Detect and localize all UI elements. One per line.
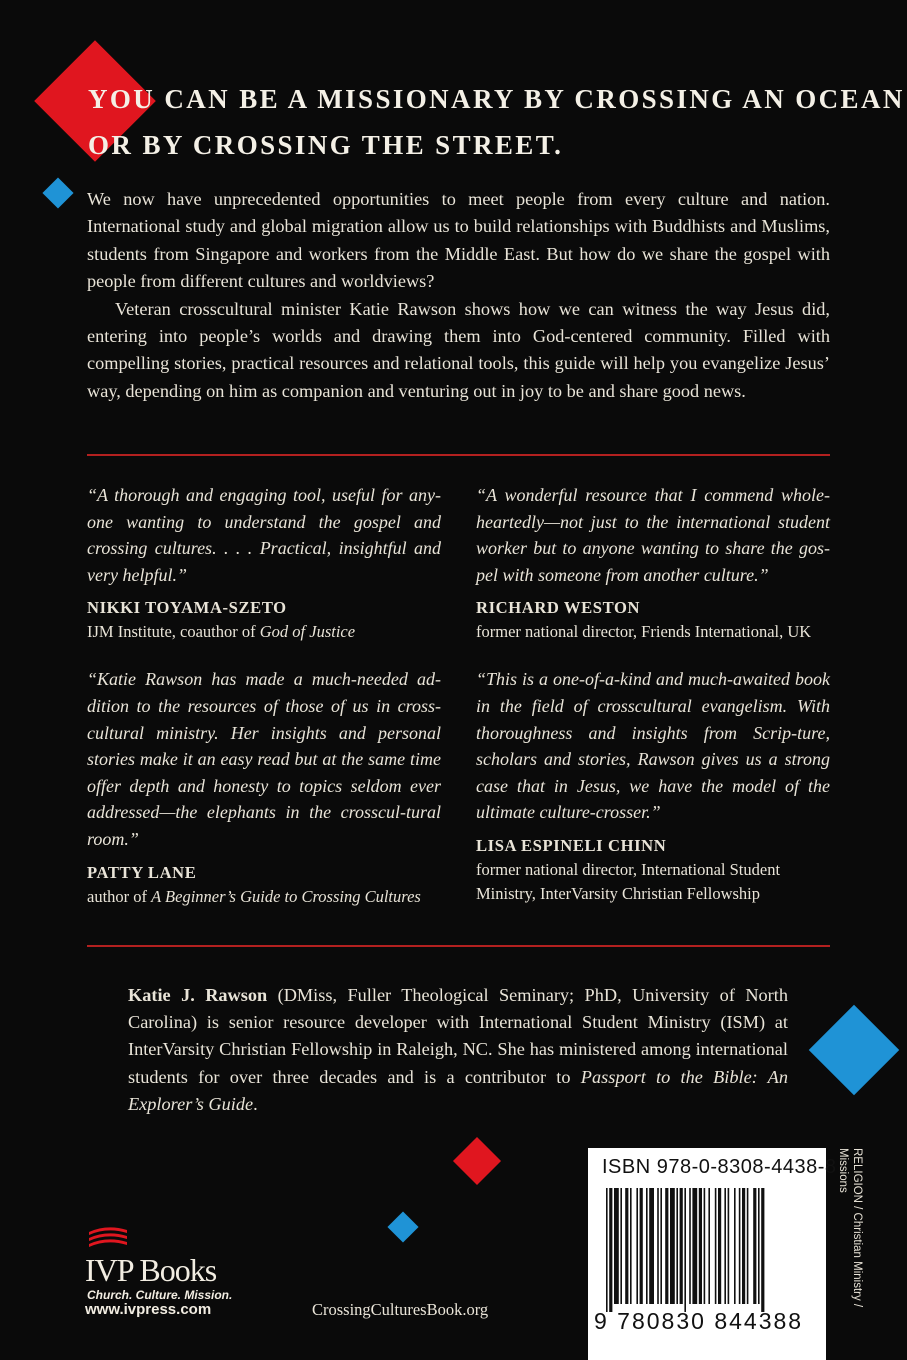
bio-end: .	[253, 1093, 258, 1114]
red-diamond-bottom	[453, 1137, 501, 1185]
author-name: Katie J. Rawson	[128, 985, 268, 1005]
blue-diamond-small-left	[42, 177, 73, 208]
affiliation-text: author of	[87, 886, 152, 906]
bio-text: (DMiss, Fuller Theological Seminary; PhD, University of North Carolina) is senior resource developer with International Student Ministry (ISM) at InterVarsity Christian Fellowship in Raleigh, NC. She has ministered among international students for over three decades and is a contributor to	[128, 985, 788, 1087]
endorser-name: LISA ESPINELI CHINN	[476, 835, 667, 855]
endorsement-quote: “Katie Rawson has made a much-needed ad-dition to the resources of those of us in cross-cultural ministry. Her insights and personal stories make it an easy read but at the same time offer depth and honesty to topics seldom ever addressed—the elephants in the crosscul-tural room.”	[87, 669, 441, 849]
endorsements-left-column	[87, 482, 441, 909]
affiliation-book-title: A Beginner’s Guide to Crossing Cultures	[151, 886, 421, 906]
endorser-name: PATTY LANE	[87, 862, 197, 882]
category-label	[836, 1148, 868, 1358]
book-website: CrossingCulturesBook.org	[312, 1300, 489, 1319]
publisher-tagline: Church. Culture. Mission.	[87, 1288, 233, 1302]
bio-book-title: Passport to the Bible: An Explorer’s Guide	[128, 1066, 788, 1114]
ivp-logo-mark	[87, 1224, 131, 1252]
description-paragraph-1: We now have unprecedented opportunities to meet people from every culture and nation. International study and global migration allow us to build relationships with Buddhists and Muslims, students from Singapore and workers from the Middle East. But how do we share the gospel with people from different cultures and worldviews?	[87, 189, 830, 292]
blue-diamond-right	[809, 1005, 900, 1096]
author-bio	[128, 982, 788, 1118]
endorser-name: NIKKI TOYAMA-SZETO	[87, 598, 287, 618]
headline-line-2: OR BY CROSSING THE STREET.	[88, 130, 564, 160]
endorser-name: RICHARD WESTON	[476, 598, 641, 618]
endorsement-quote: “This is a one-of-a-kind and much-awaited book in the field of crosscultural evangelism. With thoroughness and insights from Scrip-ture, scholars and stories, Rawson gives us a strong case that in Jesus, we have the model of the ultimate culture-crosser.”	[476, 669, 830, 823]
endorser-affiliation: former national director, Friends International, UK	[476, 622, 812, 642]
isbn-number: ISBN 978-0-8308-4438-8	[602, 1156, 837, 1178]
affiliation-book-title: God of Justice	[259, 622, 356, 642]
endorser-affiliation	[87, 620, 441, 644]
endorser-affiliation: former national director, International Student Ministry, InterVarsity Christian Fellowship	[476, 859, 781, 903]
affiliation-text: IJM Institute, coauthor of	[87, 622, 260, 642]
category-text: RELIGION / Christian Ministry / Missions	[837, 1148, 863, 1308]
description-paragraph-2: Veteran crosscultural minister Katie Rawson shows how we can witness the way Jesus did, entering into people’s worlds and drawing them into God-centered community. Filled with compelling stories, practical resources and relational tools, this guide will help you evangelize Jesus’ way, depending on him as companion and venturing out in joy to be and share good news.	[87, 298, 830, 401]
book-description	[87, 186, 830, 405]
endorser-affiliation	[87, 885, 441, 909]
divider-top	[87, 454, 830, 456]
endorsement-quote: “A wonderful resource that I commend whole-heartedly—not just to the international student worker but to anyone wanting to share the gos-pel with someone from another culture.”	[476, 485, 830, 585]
divider-bottom	[87, 945, 830, 947]
barcode-digits: 9 780830 844388	[594, 1308, 804, 1334]
headline	[88, 76, 905, 168]
publisher-url: www.ivpress.com	[85, 1301, 212, 1318]
publisher-name: IVP Books	[85, 1252, 217, 1288]
isbn-barcode	[588, 1148, 837, 1360]
blue-diamond-bottom-small	[387, 1211, 418, 1242]
headline-line-1: YOU CAN BE A MISSIONARY BY CROSSING AN OCEAN	[88, 84, 905, 114]
endorsement-quote: “A thorough and engaging tool, useful for any-one wanting to understand the gospel and crossing cultures. . . . Practical, insightful and very helpful.”	[87, 485, 441, 585]
endorsements-right-column	[476, 482, 830, 906]
